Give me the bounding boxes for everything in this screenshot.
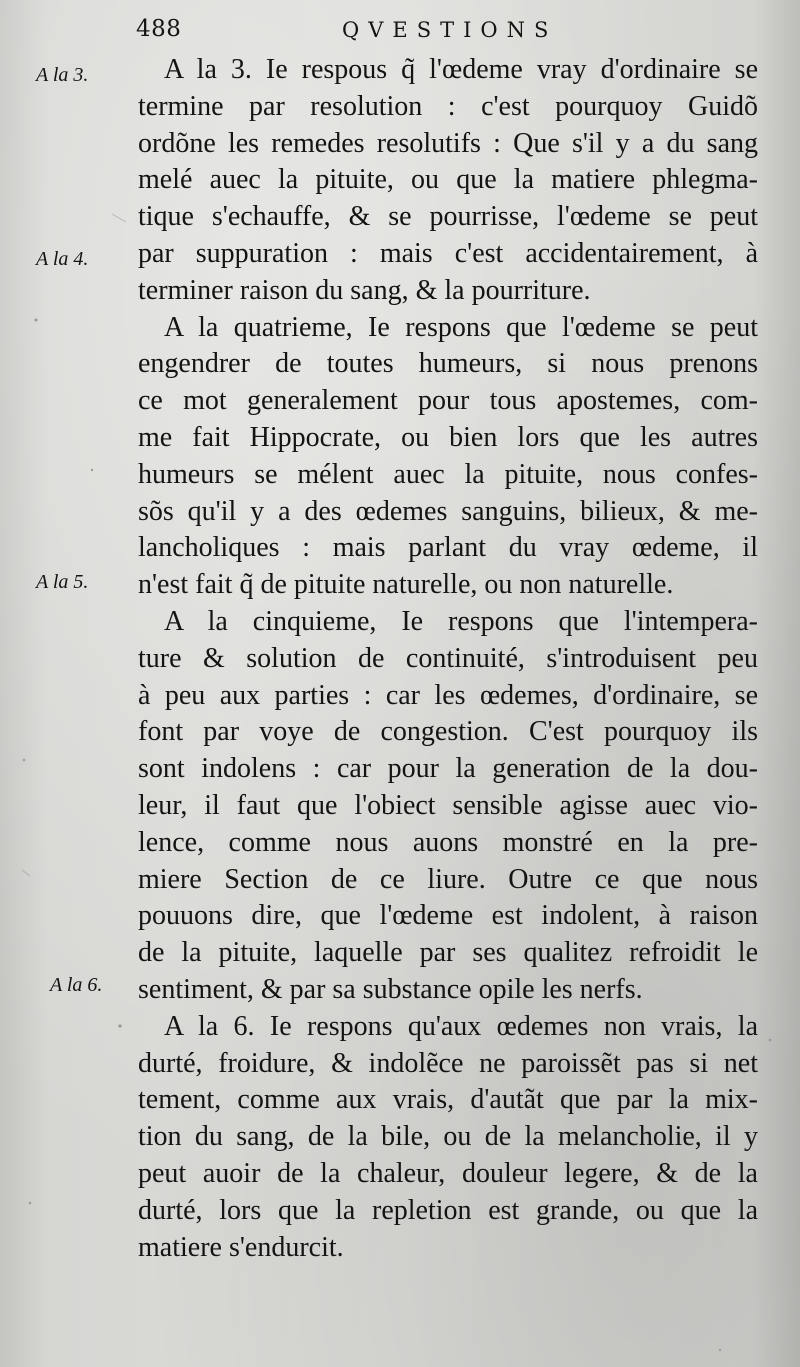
text-line: durté, froidure, & indolẽce ne paroissẽt pas si net <box>138 1047 758 1079</box>
text-line: A la quatrieme, Ie respons que l'œdeme se peut <box>164 311 758 343</box>
margin-note-4: A la 6. <box>50 974 103 996</box>
text-line: A la cinquieme, Ie respons que l'intempera- <box>164 605 758 637</box>
text-line: tion du sang, de la bile, ou de la melancholie, il y <box>138 1121 758 1153</box>
text-line: termine par resolution : c'est pourquoy Guidõ <box>138 90 758 122</box>
text-line: humeurs se mélent auec la pituite, nous confes- <box>138 458 758 490</box>
text-line: engendrer de toutes humeurs, si nous prenons <box>138 348 758 380</box>
margin-note-2: A la 4. <box>36 248 89 270</box>
text-line: sõs qu'il y a des œdemes sanguins, bilieux, & me- <box>138 495 758 527</box>
text-line: pouuons dire, que l'œdeme est indolent, à raison <box>138 900 758 932</box>
text-line: lancholiques : mais parlant du vray œdeme, il <box>138 532 758 564</box>
text-line: tement, comme aux vrais, d'autãt que par la mix- <box>138 1084 758 1116</box>
margin-note-1: A la 3. <box>36 64 89 86</box>
text-line: font par voye de congestion. C'est pourquoy ils <box>138 716 758 748</box>
page-header <box>0 16 800 50</box>
text-line: terminer raison du sang, & la pourriture. <box>138 274 591 306</box>
running-head: QVESTIONS <box>342 18 558 42</box>
text-line: leur, il faut que l'obiect sensible agisse auec vio- <box>138 789 758 821</box>
text-line: n'est fait q̃ de pituite naturelle, ou non naturelle. <box>138 569 674 601</box>
text-line: peut auoir de la chaleur, douleur legere, & de la <box>138 1157 758 1189</box>
text-line: ce mot generalement pour tous apostemes, com- <box>138 385 758 417</box>
text-line: durté, lors que la repletion est grande, ou que la <box>138 1194 758 1226</box>
text-line: miere Section de ce liure. Outre ce que nous <box>138 863 758 895</box>
text-line: sont indolens : car pour la generation de la dou- <box>138 753 758 785</box>
text-line: me fait Hippocrate, ou bien lors que les autres <box>138 421 758 453</box>
text-line: ordõne les remedes resolutifs : Que s'il y a du sang <box>138 127 758 159</box>
text-line: sentiment, & par sa substance opile les nerfs. <box>138 973 643 1005</box>
body-text <box>138 52 758 1266</box>
text-line: A la 6. Ie respons qu'aux œdemes non vrais, la <box>164 1010 758 1042</box>
text-line: à peu aux parties : car les œdemes, d'ordinaire, se <box>138 679 758 711</box>
text-line: ture & solution de continuité, s'introduisent peu <box>138 642 758 674</box>
text-line: tique s'echauffe, & se pourrisse, l'œdeme se peut <box>138 201 758 233</box>
text-line: A la 3. Ie respous q̃ l'œdeme vray d'ordinaire se <box>164 54 758 85</box>
page-number: 488 <box>136 16 182 42</box>
text-line: melé auec la pituite, ou que la matiere phlegma- <box>138 164 758 196</box>
text-line: par suppuration : mais c'est accidentairement, à <box>138 237 758 269</box>
text-line: de la pituite, laquelle par ses qualitez refroidit le <box>138 937 758 969</box>
text-line: lence, comme nous auons monstré en la pre- <box>138 826 758 858</box>
margin-note-3: A la 5. <box>36 571 89 593</box>
text-line: matiere s'endurcit. <box>138 1231 344 1263</box>
